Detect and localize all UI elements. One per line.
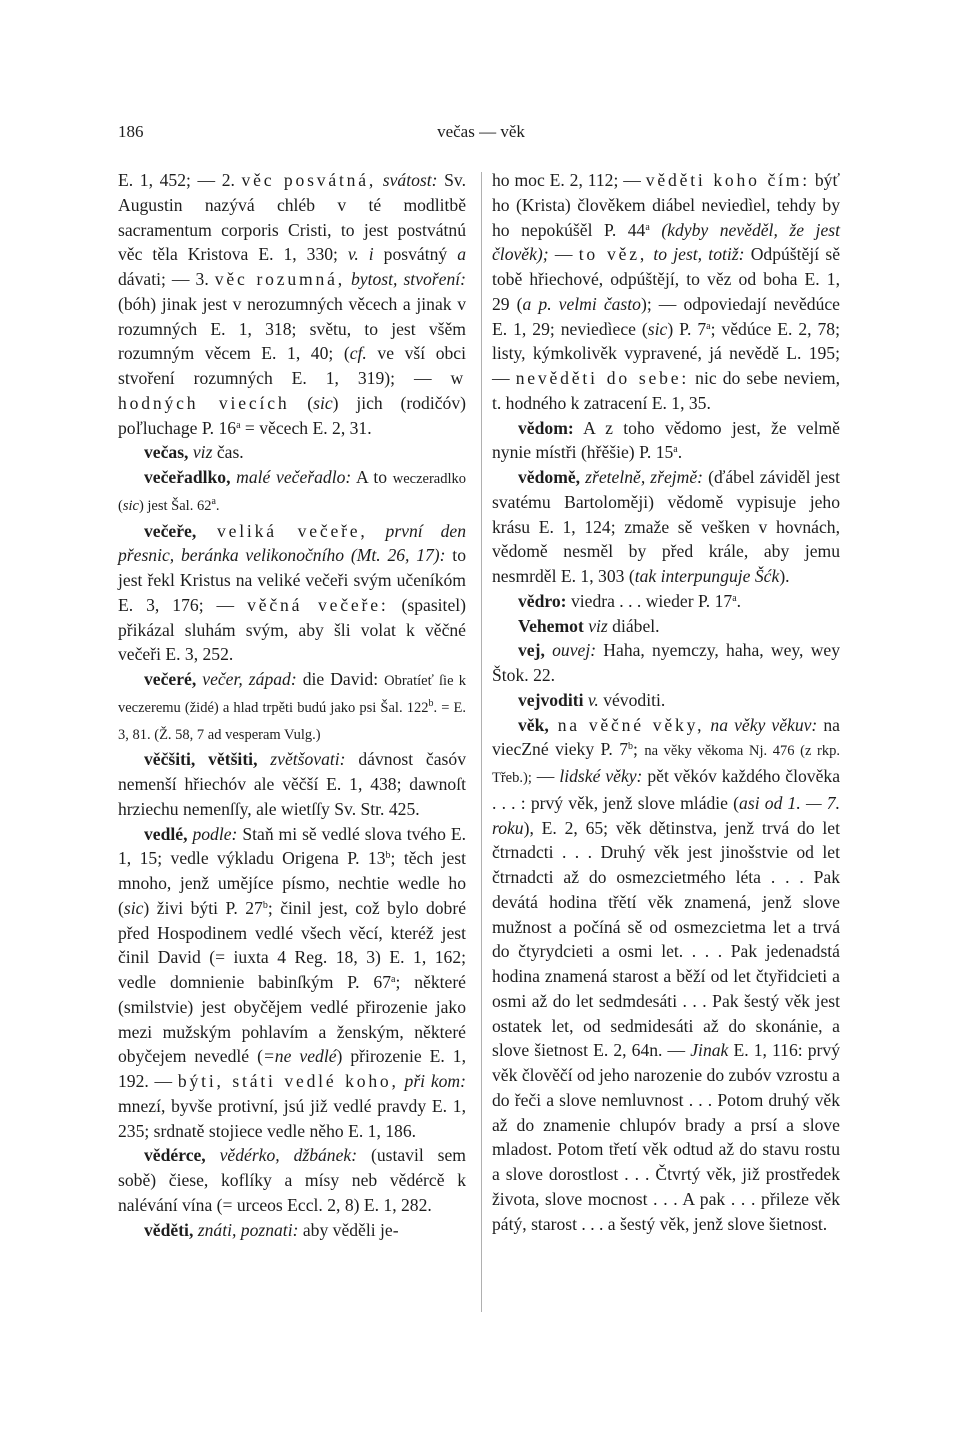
- superscript: b: [262, 899, 268, 911]
- phrase: to věz,: [578, 244, 648, 265]
- text: ) jich (rodičóv) poľluchage P. 16: [118, 392, 466, 438]
- superscript: a: [645, 221, 650, 233]
- text: —: [548, 244, 579, 265]
- entry-vedeti: [118, 1218, 466, 1243]
- gloss: to jest, totiž:: [647, 244, 745, 265]
- note: sic: [122, 497, 139, 514]
- entry-vederce: [118, 1143, 466, 1217]
- headword: vědom:: [518, 417, 574, 438]
- text: (: [289, 392, 314, 413]
- note: sic: [123, 897, 144, 918]
- text: ho moc E. 2, 112; —: [492, 170, 646, 190]
- gloss: lidské věky:: [559, 766, 643, 786]
- phrase: veliká večeře,: [196, 520, 368, 541]
- superscript: a: [673, 444, 678, 456]
- gloss: večer, západ:: [196, 669, 297, 689]
- note: (kdyby nevěděl, že jest člověk);: [492, 219, 840, 265]
- text: E. 1, 116: prvý věk člověčí od jeho narozenie do zubóv vzrostu a do řeči a slove nemluvnost . . . Potom druhý věk až do znamenie chlupóv brady a prsí a slove mladost. Potom třetí věk odtud až do stavu rostu a slove dorostlost . . . Čtvrtý věk, již prostředek života, slove mocnost . . . A pak . . . přileze věk pátý, starost . . . a šestý věk, jenž slove šietnost.: [492, 1040, 840, 1234]
- right-column: [492, 168, 840, 1236]
- text: (bóh) jinak jest v nerozumných věcech a jinak v rozumných E. 1, 318; světu, to jest všěm rozumným věcem E. 1, 40; (: [118, 293, 466, 364]
- text: býť ho (Krista) člověkem diábel neviedìel, tehdy by ho nepokúšěl P. 44: [492, 170, 840, 240]
- text: (ustavil sem sobě) čiese, koflíky a mísy neb vědércě k nalévání vína (= urceos Eccl. 2, 8) E. 1, 282.: [118, 1145, 466, 1215]
- page-number: 186: [118, 122, 144, 141]
- text: .: [677, 442, 683, 463]
- text: ; vědúce E. 2, 78; listy, kýmkolivěk vypravené, já nevědě L. 195; —: [492, 318, 840, 388]
- entry-vek: [492, 713, 840, 1237]
- gloss: první den přesnic, beránka velikonočního (Mt. 26, 17):: [118, 520, 466, 566]
- text: pět věkóv každého člověka . . . : prvý věk, jenž slove mládie (: [492, 766, 841, 813]
- gloss: zřetelně, zřejmě:: [580, 467, 704, 487]
- text: Staň mi sě vedlé slova tvého E. 1, 15; vedle výkladu Origena P. 13: [118, 823, 466, 869]
- note: asi od 1. — 7. roku: [492, 792, 840, 838]
- text: to jest řekl Kristus na veliké večeři svým učeníkóm E. 3, 176; —: [118, 545, 466, 615]
- text: ;: [633, 739, 645, 760]
- gloss: v.: [583, 689, 599, 710]
- gloss: viz: [583, 615, 608, 636]
- superscript: a: [211, 495, 216, 507]
- superscript: a: [732, 592, 737, 604]
- text: A z toho vědomo jest, že velmě nynie místři (hřěšie) P. 15: [492, 417, 840, 463]
- entry-vedeti-continued: [492, 168, 840, 416]
- text: dávati; — 3.: [118, 269, 215, 289]
- text: ; činil jest, což bylo dobré před Hospodinem vedlé všech věcí, kteréž jest činil David (= iuxta 4 Reg. 18, 3) E. 1, 162; vedle domnienie babinſkým P. 67: [118, 897, 467, 992]
- text: ).: [779, 566, 790, 586]
- text: ), E. 2, 65; věk dětinstva, jenž trvá do let čtrnadcti . . . Druhý věk jest jinošstvie od let čtrnadcti až do osmezcietmého léta . . . Pak devátá hodina třětí věk znamená, jenž slove mužnost a počíná sě od osmezcietma let a trvá do čtyrydcieti a osmi let. . . . Pak jedenadstá hodina znamená starost a běží od let čtyřidcieti a osmi až do let sedmdesáti . . . Pak šestý věk jest ostatek let, od sedmidesáti až do skonánie, a slove šietnost E. 2, 64n. —: [492, 817, 840, 1061]
- entry-vejvoditi: [492, 688, 840, 713]
- note: v. i: [347, 244, 374, 265]
- page-header: [118, 122, 844, 146]
- entry-vedom: [492, 416, 840, 466]
- phrase: w hodných viecích: [118, 368, 466, 413]
- superscript: a: [706, 320, 711, 332]
- entry-vej: [492, 638, 840, 688]
- note: tak interpunguje Šćk: [634, 566, 780, 586]
- gloss: znáti, poznati:: [193, 1219, 299, 1240]
- citation: .: [215, 497, 220, 514]
- entry-vec-continued: [118, 168, 466, 440]
- headword: večeré,: [144, 669, 197, 689]
- text: die David:: [296, 669, 385, 689]
- note: a p. velmi často: [522, 293, 641, 314]
- text: ); — odpoviedají nevědúce E. 1, 29; neviedìece (: [492, 293, 840, 339]
- superscript: b: [385, 850, 391, 862]
- text: posvátný: [373, 244, 458, 265]
- text: viedra . . . wieder P. 17: [566, 590, 733, 611]
- note: sic: [313, 392, 333, 413]
- superscript: b: [628, 741, 634, 753]
- column-divider: [481, 172, 482, 1312]
- note: =ne vedlé: [262, 1046, 337, 1067]
- text: Haha, nyemczy, haha, wey, wey Štok. 22.: [492, 640, 841, 685]
- text: ; těch jest mnoho, jenž umějíce písmo, nechtie wedle ho (: [118, 848, 466, 918]
- phrase: věčná večeře:: [247, 594, 389, 615]
- headword: věčšiti, většiti,: [144, 749, 258, 770]
- citation: na věky věkoma Nj. 476 (z rkp. Třeb.);: [492, 743, 841, 786]
- note: cf.: [349, 343, 367, 364]
- text: ; některé (smilstvie) jest obyčějem vedlé přirozenie jako mezi mužským pohlavím a ženským, některé obyčejem nevedlé (: [118, 972, 466, 1067]
- citation: weczeradlko (: [118, 471, 466, 514]
- text: —: [531, 766, 560, 786]
- text: Sv. Augustin nazývá chléb v té modlitbě sacramentum corporis Cristi, to jest postvátnú věc těla Kristova E. 1, 330;: [118, 170, 466, 265]
- gloss: malé večeřadlo:: [230, 467, 352, 487]
- text: čas.: [212, 442, 244, 463]
- entry-vedro: [492, 589, 840, 614]
- entry-vecsiti: [118, 747, 466, 821]
- text: A to: [351, 467, 393, 487]
- gloss: viz: [188, 442, 213, 463]
- text: na viecZné vieky P. 7: [492, 714, 840, 760]
- headword: vědro:: [518, 590, 567, 611]
- headword: Vehemot: [518, 615, 584, 636]
- headword: věk,: [518, 714, 549, 735]
- text: diábel.: [607, 615, 660, 636]
- text: ) přirozenie E. 1, 192. —: [118, 1046, 466, 1091]
- entry-vedome: [492, 465, 840, 589]
- running-head: večas — věk: [437, 122, 525, 141]
- note: Jinak: [690, 1040, 729, 1061]
- headword: vedlé,: [144, 823, 188, 844]
- text: vévoditi.: [598, 689, 666, 710]
- citation: ) jest Šal. 62: [138, 497, 212, 514]
- text: ve vší obci stvoření rozumných E. 1, 319); —: [118, 343, 466, 388]
- text: dávnost časóv nemenší hřiechóv ale věčší E. 1, 438; dawnoſt hrziechu nemenſſy, ale wietſſy Sv. Str. 425.: [118, 749, 466, 819]
- phrase: věděti koho čím:: [645, 170, 810, 190]
- entry-vedle: [118, 822, 466, 1144]
- superscript: b: [428, 697, 434, 709]
- gloss: svátost:: [376, 170, 438, 190]
- text: = věcech E. 2, 31.: [240, 417, 372, 438]
- text: nic do sebe neviem, t. hodného k zatracení E. 1, 35.: [492, 368, 840, 413]
- gloss: zvětšovati:: [257, 749, 346, 770]
- text: mnezí, byvše protivní, jsú již vedlé pravdy E. 1, 235; srdnatě stojiece vedle něho E. 1, 186.: [118, 1095, 466, 1141]
- phrase: věc posvátná,: [241, 170, 377, 190]
- citation: Obratíeť ſie k veczeremu (židé) a hlad trpěti budú jako psi Šal. 122: [118, 673, 466, 716]
- note: a: [457, 244, 466, 265]
- entry-vehemot: [492, 614, 840, 639]
- phrase: býti, státi vedlé koho,: [177, 1071, 399, 1091]
- gloss: bytost, stvoření:: [344, 269, 466, 289]
- text: aby věděli je-: [298, 1219, 399, 1240]
- text: Odpúštějí sě tobě hřiechové, odpúštějí, to věz od boha E. 1, 29 (: [492, 244, 841, 314]
- citation: . = E. 3, 81. (Ž. 58, 7 ad vesperam Vulg.): [118, 699, 466, 743]
- entry-vecas: [118, 440, 466, 465]
- phrase: na věčné věky,: [548, 714, 705, 735]
- text: ) živi býti P. 27: [143, 897, 263, 918]
- gloss: při kom:: [398, 1071, 466, 1091]
- entry-vecere-2: [118, 667, 466, 747]
- headword: vej,: [518, 640, 545, 661]
- superscript: a: [236, 419, 241, 431]
- text: .: [736, 590, 742, 611]
- text: E. 1, 452; — 2.: [118, 170, 242, 190]
- headword: vejvoditi: [518, 689, 584, 710]
- gloss: vědérko, džbánek:: [205, 1145, 358, 1166]
- headword: vědomě,: [518, 467, 581, 487]
- entry-vecere: [118, 519, 466, 668]
- headword: večeře,: [144, 520, 197, 541]
- text: ) P. 7: [667, 318, 707, 339]
- entry-veceradlko: [118, 465, 466, 519]
- superscript: a: [391, 974, 396, 985]
- text: (spasitel) přikázal sluhám svým, aby šli volat k věčné večeři E. 3, 252.: [118, 594, 467, 665]
- headword: vědérce,: [144, 1145, 206, 1166]
- phrase: věc rozumná,: [214, 269, 345, 289]
- headword: večas,: [144, 442, 189, 463]
- text: (ďábel záviděl jest svatému Bartoloměji) vědomě vypisuje jeho krásu E. 1, 124; zmaže sě vešken v hovnách, vědomě nesměl by před krále, aby jemu nesmrděl E. 1, 303 (: [492, 467, 840, 586]
- headword: večeřadlko,: [144, 467, 231, 487]
- note: sic: [647, 318, 668, 339]
- left-column: [118, 168, 466, 1242]
- gloss: ouvej:: [544, 640, 597, 661]
- phrase: nevěděti do sebe:: [515, 368, 690, 388]
- gloss: na věky věkuv:: [704, 714, 818, 735]
- gloss: podle:: [187, 823, 238, 844]
- headword: věděti,: [144, 1219, 194, 1240]
